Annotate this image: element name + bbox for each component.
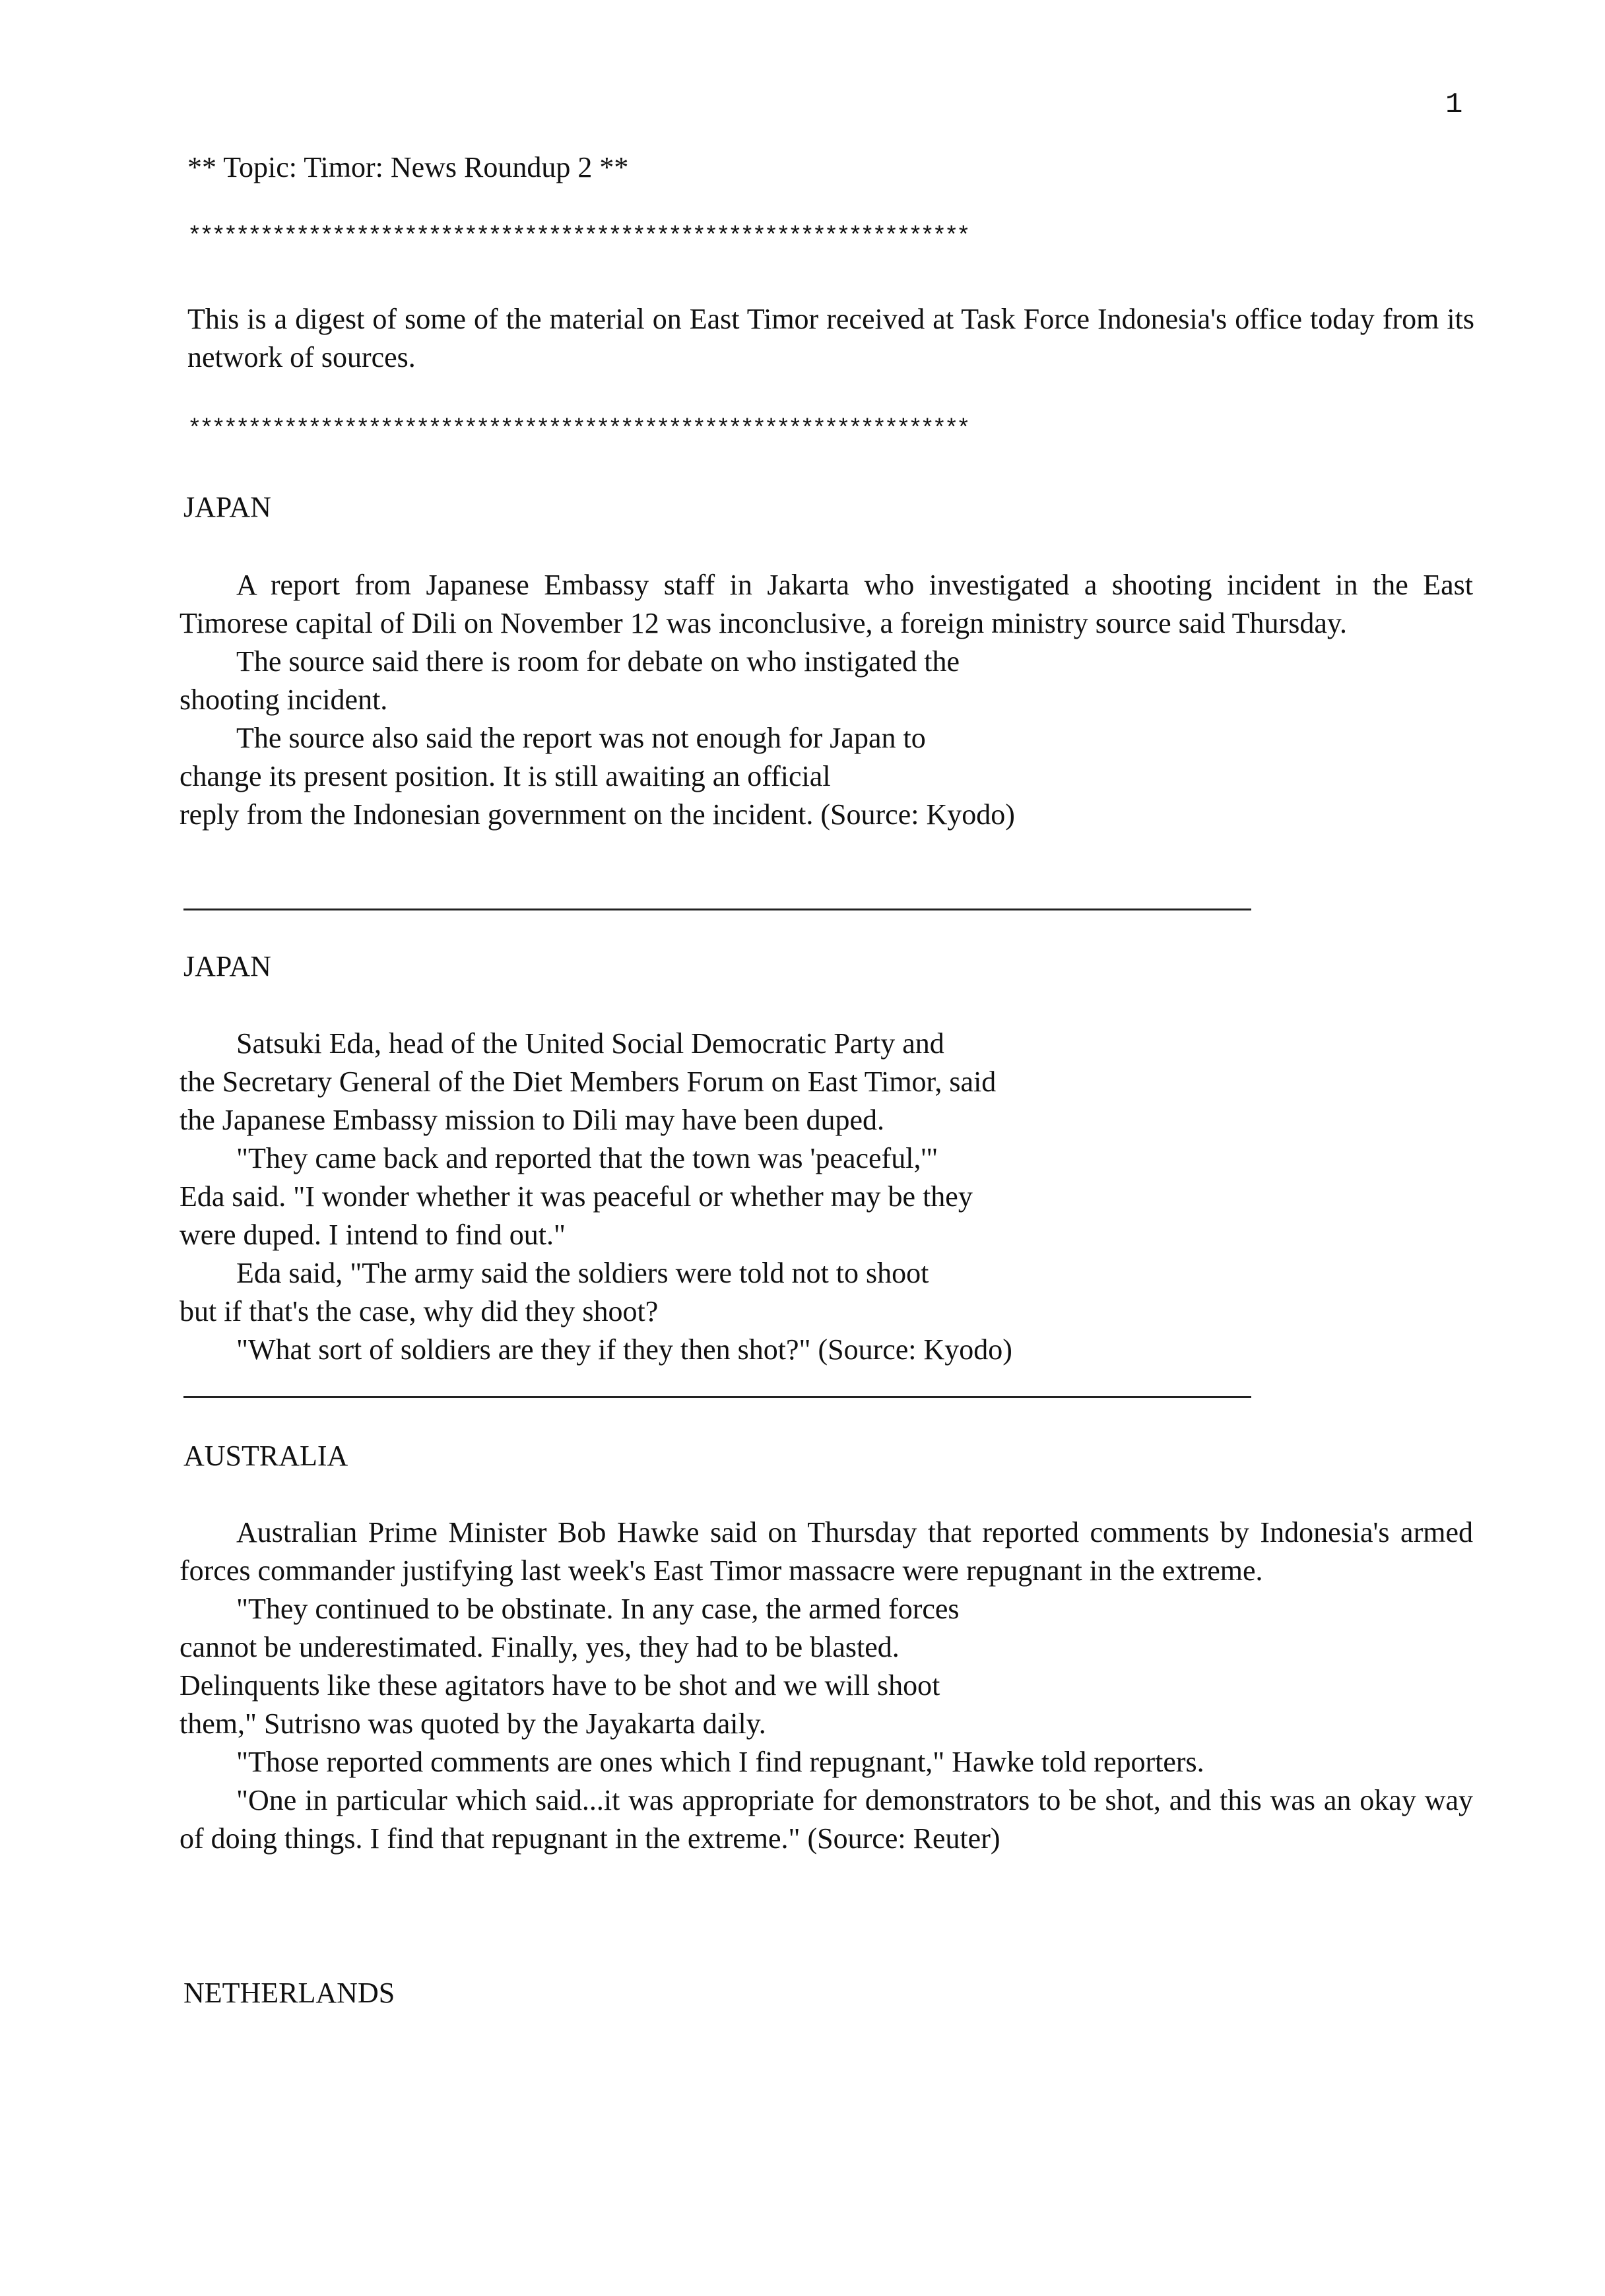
intro-paragraph: This is a digest of some of the material on East Timor received at Task Force Indonesia's office today from its network of sources.	[187, 303, 1474, 373]
article-paragraph: Australian Prime Minister Bob Hawke said on Thursday that reported comments by Indonesia's armed forces commander justifying last week's East Timor massacre were repugnant in the extreme.	[180, 1516, 1473, 1587]
topic-title: ** Topic: Timor: News Roundup 2 **	[187, 151, 629, 183]
article-line: the Japanese Embassy mission to Dili may have been duped.	[180, 1104, 884, 1136]
article-paragraph: A report from Japanese Embassy staff in Jakarta who investigated a shooting incident in the East Timorese capital of Dili on November 12 was inconclusive, a foreign ministry source said Thursday.	[180, 569, 1473, 639]
article-line: the Secretary General of the Diet Members Forum on East Timor, said	[180, 1066, 997, 1098]
section-divider-rule	[183, 909, 1251, 910]
page-number: 1	[1445, 88, 1463, 121]
article-line: The source also said the report was not enough for Japan to	[236, 722, 926, 754]
article-line: "They came back and reported that the town was 'peaceful,'"	[236, 1142, 938, 1174]
article-line: change its present position. It is still awaiting an official	[180, 760, 831, 792]
section-heading-netherlands: NETHERLANDS	[183, 1977, 395, 2009]
article-japan-1	[180, 566, 1473, 834]
asterisk-divider: *****************************************************************	[187, 223, 969, 250]
article-line: "Those reported comments are ones which I find repugnant," Hawke told reporters.	[236, 1746, 1204, 1778]
section-heading-australia: AUSTRALIA	[183, 1440, 348, 1472]
article-line: Eda said, "The army said the soldiers were told not to shoot	[236, 1257, 929, 1289]
article-line: Eda said. "I wonder whether it was peaceful or whether may be they	[180, 1180, 973, 1213]
article-line: them," Sutrisno was quoted by the Jayakarta daily.	[180, 1707, 766, 1740]
article-line: The source said there is room for debate on who instigated the	[236, 645, 960, 678]
article-paragraph: "One in particular which said...it was appropriate for demonstrators to be shot, and this was an okay way of doing things. I find that repugnant in the extreme." (Source: Reuter)	[180, 1784, 1473, 1855]
section-heading-japan-1: JAPAN	[183, 491, 271, 523]
article-line: "What sort of soldiers are they if they then shot?" (Source: Kyodo)	[236, 1333, 1012, 1366]
asterisk-divider: *****************************************************************	[187, 416, 969, 443]
article-line: cannot be underestimated. Finally, yes, they had to be blasted.	[180, 1631, 900, 1663]
article-australia	[180, 1514, 1473, 1858]
article-line: but if that's the case, why did they shoot?	[180, 1295, 659, 1327]
article-line: were duped. I intend to find out."	[180, 1219, 566, 1251]
section-divider-rule	[183, 1396, 1251, 1398]
article-line: "They continued to be obstinate. In any case, the armed forces	[236, 1593, 960, 1625]
article-line: reply from the Indonesian government on the incident. (Source: Kyodo)	[180, 798, 1015, 831]
article-line: Delinquents like these agitators have to be shot and we will shoot	[180, 1669, 940, 1702]
section-heading-japan-2: JAPAN	[183, 950, 271, 982]
article-japan-2	[180, 1025, 1473, 1369]
article-line: shooting incident.	[180, 684, 388, 716]
article-line: Satsuki Eda, head of the United Social Democratic Party and	[236, 1027, 944, 1060]
